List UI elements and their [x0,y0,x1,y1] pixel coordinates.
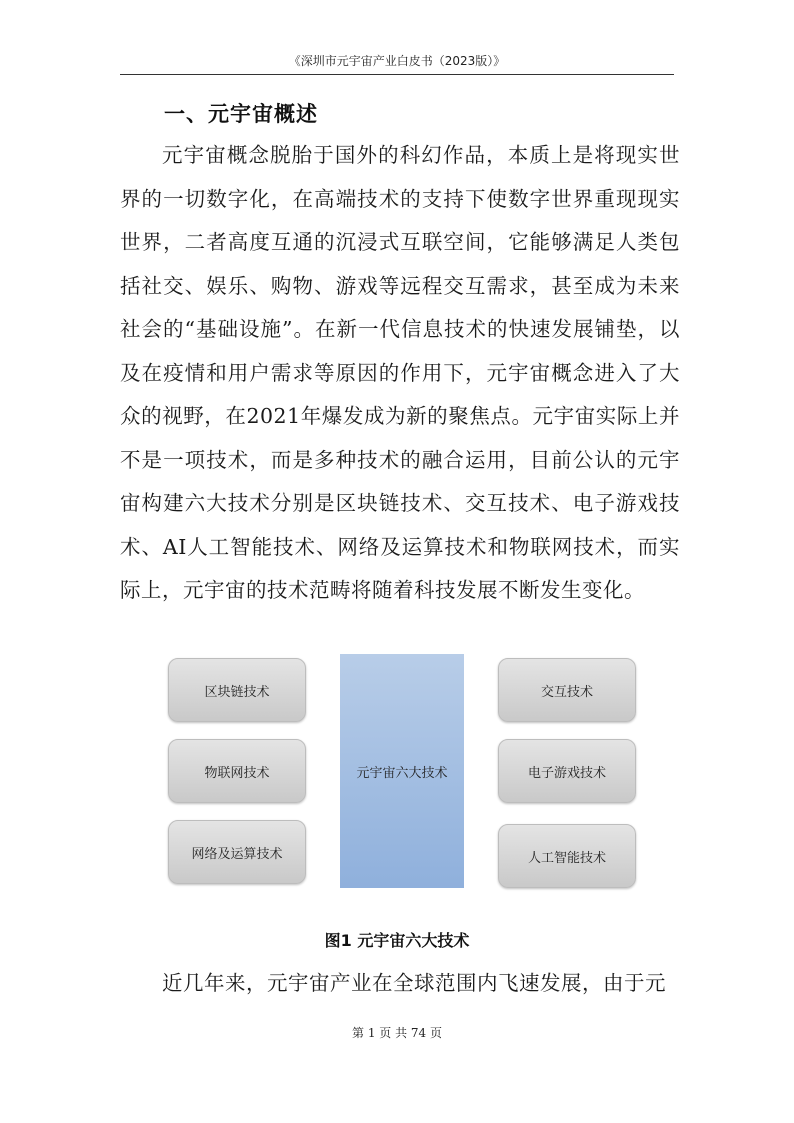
running-header: 《深圳市元宇宙产业白皮书（2023版）》 [288,54,506,68]
page-number: 第 1 页 共 74 页 [352,1026,442,1040]
body-paragraph-1: 元宇宙概念脱胎于国外的科幻作品，本质上是将现实世界的一切数字化，在高端技术的支持下使数字世界重现现实世界，二者高度互通的沉浸式互联空间，它能够满足人类包括社交、娱乐、购物、游戏等远程交互需求，甚至成为未来社会的“基础设施”。在新一代信息技术的快速发展铺垫，以及在疫情和用户需求等原因的作用下，元宇宙概念进入了大众的视野，在2021年爆发成为新的聚焦点。元宇宙实际上并不是一项技术，而是多种技术的融合运用，目前公认的元宇宙构建六大技术分别是区块链技术、交互技术、电子游戏技术、AI人工智能技术、网络及运算技术和物联网技术，而实际上，元宇宙的技术范畴将随着科技发展不断发生变化。 [120,143,680,602]
figure-caption: 图1 元宇宙六大技术 [324,931,470,950]
diagram-left-item-3: 网络及运算技术 [168,820,306,884]
diagram-left-item-1: 区块链技术 [168,658,306,722]
section-title: 一、元宇宙概述 [164,102,318,126]
diagram-left-item-2: 物联网技术 [168,739,306,803]
diagram-right-item-3: 人工智能技术 [498,824,636,888]
body-paragraph-2: 近几年来，元宇宙产业在全球范围内飞速发展，由于元 [162,971,666,995]
six-technologies-diagram [120,628,674,918]
diagram-center-bar: 元宇宙六大技术 [340,654,464,888]
header-divider [120,74,674,75]
diagram-right-item-2: 电子游戏技术 [498,739,636,803]
diagram-right-item-1: 交互技术 [498,658,636,722]
